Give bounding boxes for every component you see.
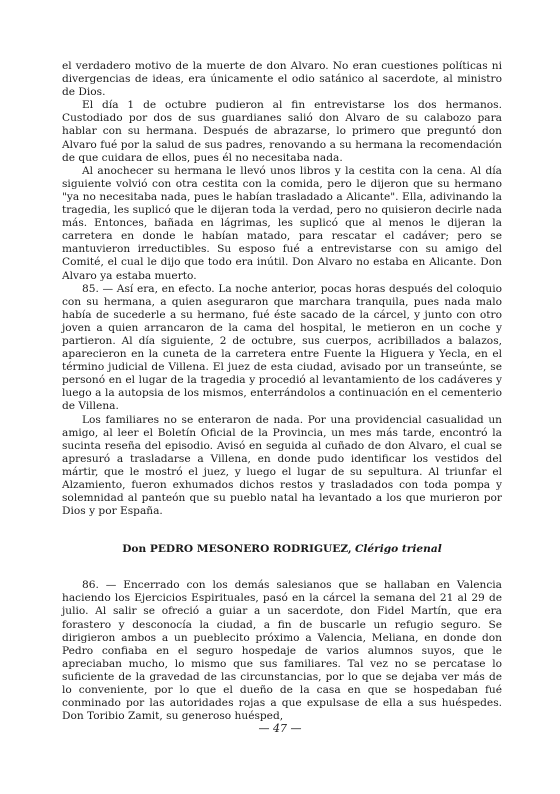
- page-number: — 47 —: [258, 722, 302, 735]
- paragraph-october-first: El día 1 de octubre pudieron al fin entrevistarse los dos hermanos. Custodiado por dos de sus guardianes salió don Alvaro de su calabozo para hablar con su hermana. Después de abrazarse, lo primero que preguntó don Alvaro fué por la salud de sus padres, renovando a su hermana la recomendación de que cuidara de ellos, pues él no necesitaba nada.: [62, 99, 502, 164]
- paragraph-85: 85. — Así era, en efecto. La noche anterior, pocas horas después del coloquio con su hermana, a quien aseguraron que marchara tranquila, pues nada malo había de sucederle a su hermano, fué éste sacado de la cárcel, y junto con otro joven a quien arrancaron de la cama del hospital, le metieron en un coche y partieron. Al día siguiente, 2 de octubre, sus cuerpos, acribillados a balazos, aparecieron en la cuneta de la carretera entre Fuente la Higuera y Yecla, en el término judicial de Villena. El juez de esta ciudad, avisado por un transeúnte, se personó en el lugar de la tragedia y procedió al levantamiento de los cadáveres y luego a la autopsia de los mismos, enterrándolos a continuación en el cementerio de Villena.: [62, 282, 502, 413]
- paragraph-nightfall: Al anochecer su hermana le llevó unos libros y la cestita con la cena. Al día siguiente volvió con otra cestita con la comida, pero le dijeron que su hermano "ya no necesitaba nada, pues le habían trasladado a Alicante". Ella, adivinando la tragedia, les suplicó que le dijeran toda la verdad, pero no quisieron decirle nada más. Entonces, bañada en lágrimas, les suplicó que al menos le dijeran la carretera en donde le habían matado, para rescatar el cadáver; pero se mantuvieron irreductibles. Su esposo fué a entrevistarse con su amigo del Comité, el cual le dijo que todo era inútil. Don Alvaro no estaba en Alicante. Don Alvaro ya estaba muerto.: [62, 164, 502, 282]
- page-body: [62, 60, 502, 723]
- heading-role: Clérigo trienal: [354, 543, 442, 556]
- heading-name: Don PEDRO MESONERO RODRIGUEZ,: [122, 543, 352, 556]
- paragraph-relatives: Los familiares no se enteraron de nada. Por una providencial casualidad un amigo, al leer el Boletín Oficial de la Provincia, un mes más tarde, encontró la sucinta reseña del episodio. Avisó en seguida al cuñado de don Alvaro, el cual se apresuró a trasladarse a Villena, en donde pudo identificar los vestidos del mártir, que le mostró el juez, y luego el lugar de su sepultura. Al triunfar el Alzamiento, fueron exhumados dichos restos y trasladados con toda pompa y solemnidad al panteón que su pueblo natal ha levantado a los que murieron por Dios y por España.: [62, 413, 502, 518]
- paragraph-86: 86. — Encerrado con los demás salesianos que se hallaban en Valencia haciendo los Ejercicios Espirituales, pasó en la cárcel la semana del 21 al 29 de julio. Al salir se ofreció a guiar a un sacerdote, don Fidel Martín, que era forastero y desconocía la ciudad, a fin de buscarle un refugio seguro. Se dirigieron ambos a un pueblecito próximo a Valencia, Meliana, en donde don Pedro confiaba en el seguro hospedaje de varios alumnos suyos, que le apreciaban mucho, lo mismo que sus familiares. Tal vez no se percatase lo suficiente de la gravedad de las circunstancias, por lo que se dejaba ver más de lo conveniente, por lo que el dueño de la casa en que se hospedaban fué conminado por las autoridades rojas a que expulsase de ella a sus huéspedes. Don Toribio Zamit, su generoso huésped,: [62, 579, 502, 723]
- section-heading: [62, 543, 502, 556]
- paragraph-continuation: el verdadero motivo de la muerte de don Alvaro. No eran cuestiones políticas ni divergencias de ideas, era únicamente el odio satánico al sacerdote, al ministro de Dios.: [62, 60, 502, 99]
